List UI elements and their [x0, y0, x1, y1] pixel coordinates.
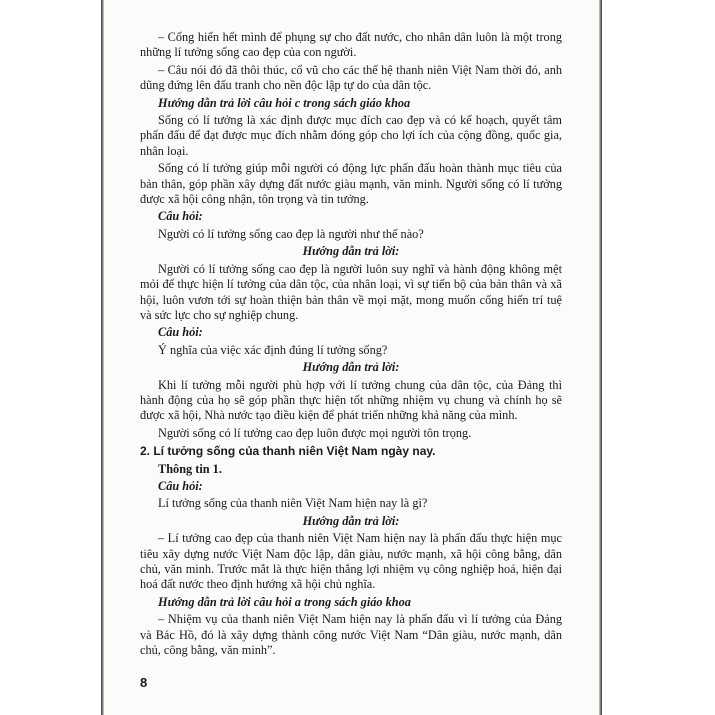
paragraph: Sống có lí tưởng giúp mỗi người có động lực phấn đấu hoàn thành mục tiêu của bản thân, góp phần xây dựng đất nước giàu mạnh, văn minh. Người sống có lí tưởng được xã hội công nhận, tôn trọng và tin tưởng.	[140, 161, 562, 207]
info-heading: Thông tin 1.	[158, 461, 222, 476]
answer-text: – Nhiệm vụ của thanh niên Việt Nam hiện nay là phấn đấu vì lí tưởng của Đảng và Bác Hồ, đó là xây dựng thành công nước Việt Nam “Dân giàu, nước mạnh, dân chủ, công bằng, văn minh”.	[140, 612, 562, 658]
paragraph: – Câu nói đó đã thôi thúc, cổ vũ cho các thế hệ thanh niên Việt Nam thời đó, anh dũng đứng lên đấu tranh cho nền độc lập tự do của dân tộc.	[140, 62, 562, 93]
question-label: Câu hỏi:	[158, 209, 203, 224]
answer-heading: Hướng dẫn trả lời:	[302, 360, 400, 375]
answer-text: Người có lí tưởng sống cao đẹp là người luôn suy nghĩ và hành động không mệt mỏi để thực hiện lí tưởng của dân tộc, của nhân loại, vì sự tiến bộ của bản thân và xã hội, luôn vươn tới sự hoàn thiện bản thân về mọi mặt, mong muốn cống hiến trí tuệ và sức lực cho sự nghiệp chung.	[140, 261, 562, 322]
question-text: Người có lí tưởng sống cao đẹp là người như thế nào?	[158, 226, 424, 241]
paragraph: Sống có lí tưởng là xác định được mục đích cao đẹp và có kế hoạch, quyết tâm phấn đấu để đạt được mục đích nhằm đóng góp cho lợi ích của cộng đồng, quốc gia, nhân loại.	[140, 113, 562, 158]
right-background	[602, 0, 715, 715]
answer-heading: Hướng dẫn trả lời:	[302, 513, 400, 528]
paragraph: – Cống hiến hết mình để phụng sự cho đất nước, cho nhân dân luôn là một trong những lí tưởng sống cao đẹp của con người.	[140, 30, 562, 60]
question-label: Câu hỏi:	[158, 325, 203, 340]
book-page	[104, 0, 599, 715]
guide-heading: Hướng dẫn trả lời câu hỏi c trong sách giáo khoa	[158, 95, 411, 110]
guide-heading: Hướng dẫn trả lời câu hỏi a trong sách giáo khoa	[158, 594, 411, 609]
question-text: Ý nghĩa của việc xác định đúng lí tưởng sống?	[158, 342, 388, 357]
answer-text: Khi lí tưởng mỗi người phù hợp với lí tưởng chung của dân tộc, của Đảng thì hành động của họ sẽ góp phần thực hiện tốt những nhiệm vụ chung và chính họ sẽ được xã hội, Nhà nước tạo điều kiện để phát triển những khả năng của mình.	[140, 377, 562, 423]
page-number: 8	[140, 675, 148, 690]
question-label: Câu hỏi:	[158, 478, 203, 493]
section-heading: 2. Lí tưởng sống của thanh niên Việt Nam ngày nay.	[140, 444, 436, 459]
left-background	[0, 0, 101, 715]
page-content	[140, 30, 562, 660]
answer-heading: Hướng dẫn trả lời:	[302, 244, 400, 259]
question-text: Lí tưởng sống của thanh niên Việt Nam hiện nay là gì?	[158, 496, 428, 511]
answer-text: Người sống có lí tưởng cao đẹp luôn được mọi người tôn trọng.	[158, 425, 472, 440]
answer-text: – Lí tưởng cao đẹp của thanh niên Việt Nam hiện nay là phấn đấu thực hiện mục tiêu xây dựng nước Việt Nam độc lập, dân giàu, nước mạnh, xã hội công bằng, dân chủ, văn minh. Trước mắt là thực hiện thắng lợi nhiệm vụ công nghiệp hoá, hiện đại hoá đất nước theo định hướng xã hội chủ nghĩa.	[140, 531, 562, 592]
